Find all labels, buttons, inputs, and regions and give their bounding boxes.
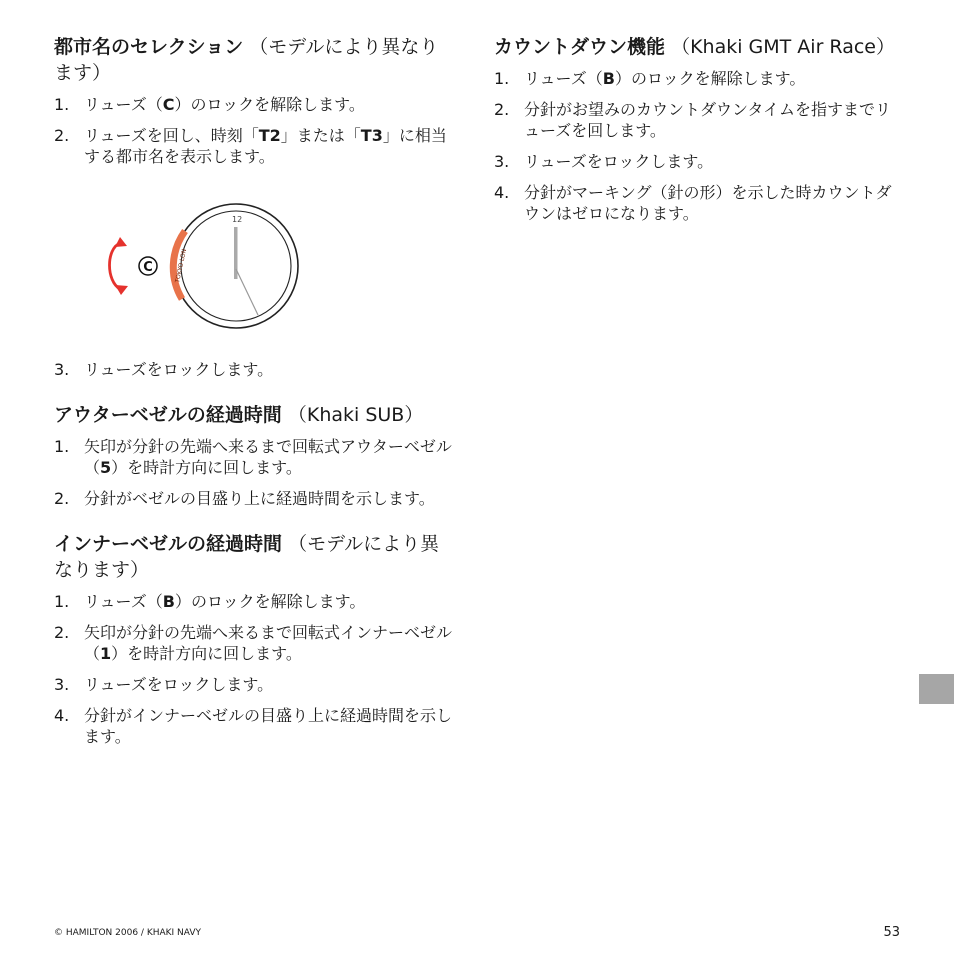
step-item: 2. リューズを回し、時刻「T2」または「T3」に相当する都市名を表示します。 [54, 126, 447, 166]
step-item: 1. リューズ（B）のロックを解除します。 [494, 69, 806, 88]
section-city-selection [54, 34, 454, 380]
step-item: 1. リューズ（B）のロックを解除します。 [54, 592, 366, 611]
steps-list [54, 94, 454, 167]
twelve-marker: 12 [232, 215, 243, 224]
arrow-head-top-icon [115, 237, 127, 247]
step-item: 3. リューズをロックします。 [54, 675, 274, 694]
section-heading: インナーベゼルの経過時間 （モデルにより異なります） [54, 533, 440, 581]
arrow-head-bottom-icon [115, 285, 128, 295]
step-item: 3. リューズをロックします。 [494, 152, 714, 171]
page-number: 53 [883, 925, 900, 940]
section-heading: 都市名のセレクション （モデルにより異なります） [54, 36, 439, 84]
steps-list [54, 591, 454, 747]
steps-list [54, 436, 454, 509]
bezel-city-text: TOKYO LON [174, 248, 189, 284]
step-item: 1. リューズ（C）のロックを解除します。 [54, 95, 365, 114]
steps-list [54, 359, 454, 380]
section-heading: アウターベゼルの経過時間 （Khaki SUB） [54, 404, 424, 426]
step-item: 4. 分針がインナーベゼルの目盛り上に経過時間を示します。 [54, 706, 453, 746]
section-inner-bezel [54, 531, 454, 747]
crown-letter: C [143, 260, 153, 275]
watch-crown-diagram [80, 191, 310, 341]
step-item: 3. リューズをロックします。 [54, 360, 274, 379]
minute-hand [236, 269, 258, 315]
steps-list [494, 68, 904, 224]
step-item: 2. 矢印が分針の先端へ来るまで回転式インナーベゼル（1）を時計方向に回します。 [54, 623, 453, 663]
step-item: 4. 分針がマーキング（針の形）を示した時カウントダウンはゼロになります。 [494, 183, 892, 223]
rotation-arrow-icon [110, 243, 121, 289]
step-item: 1. 矢印が分針の先端へ来るまで回転式アウターベゼル（5）を時計方向に回します。 [54, 437, 452, 477]
section-countdown [494, 34, 904, 224]
right-column [494, 34, 904, 246]
footer-copyright: © HAMILTON 2006 / KHAKI NAVY [54, 928, 202, 938]
section-tab-marker [919, 674, 954, 704]
section-heading: カウントダウン機能 （Khaki GMT Air Race） [494, 36, 895, 58]
section-outer-bezel [54, 402, 454, 509]
step-item: 2. 分針がベゼルの目盛り上に経過時間を示します。 [54, 489, 435, 508]
step-item: 2. 分針がお望みのカウントダウンタイムを指すまでリューズを回します。 [494, 100, 892, 140]
left-column [54, 34, 454, 769]
